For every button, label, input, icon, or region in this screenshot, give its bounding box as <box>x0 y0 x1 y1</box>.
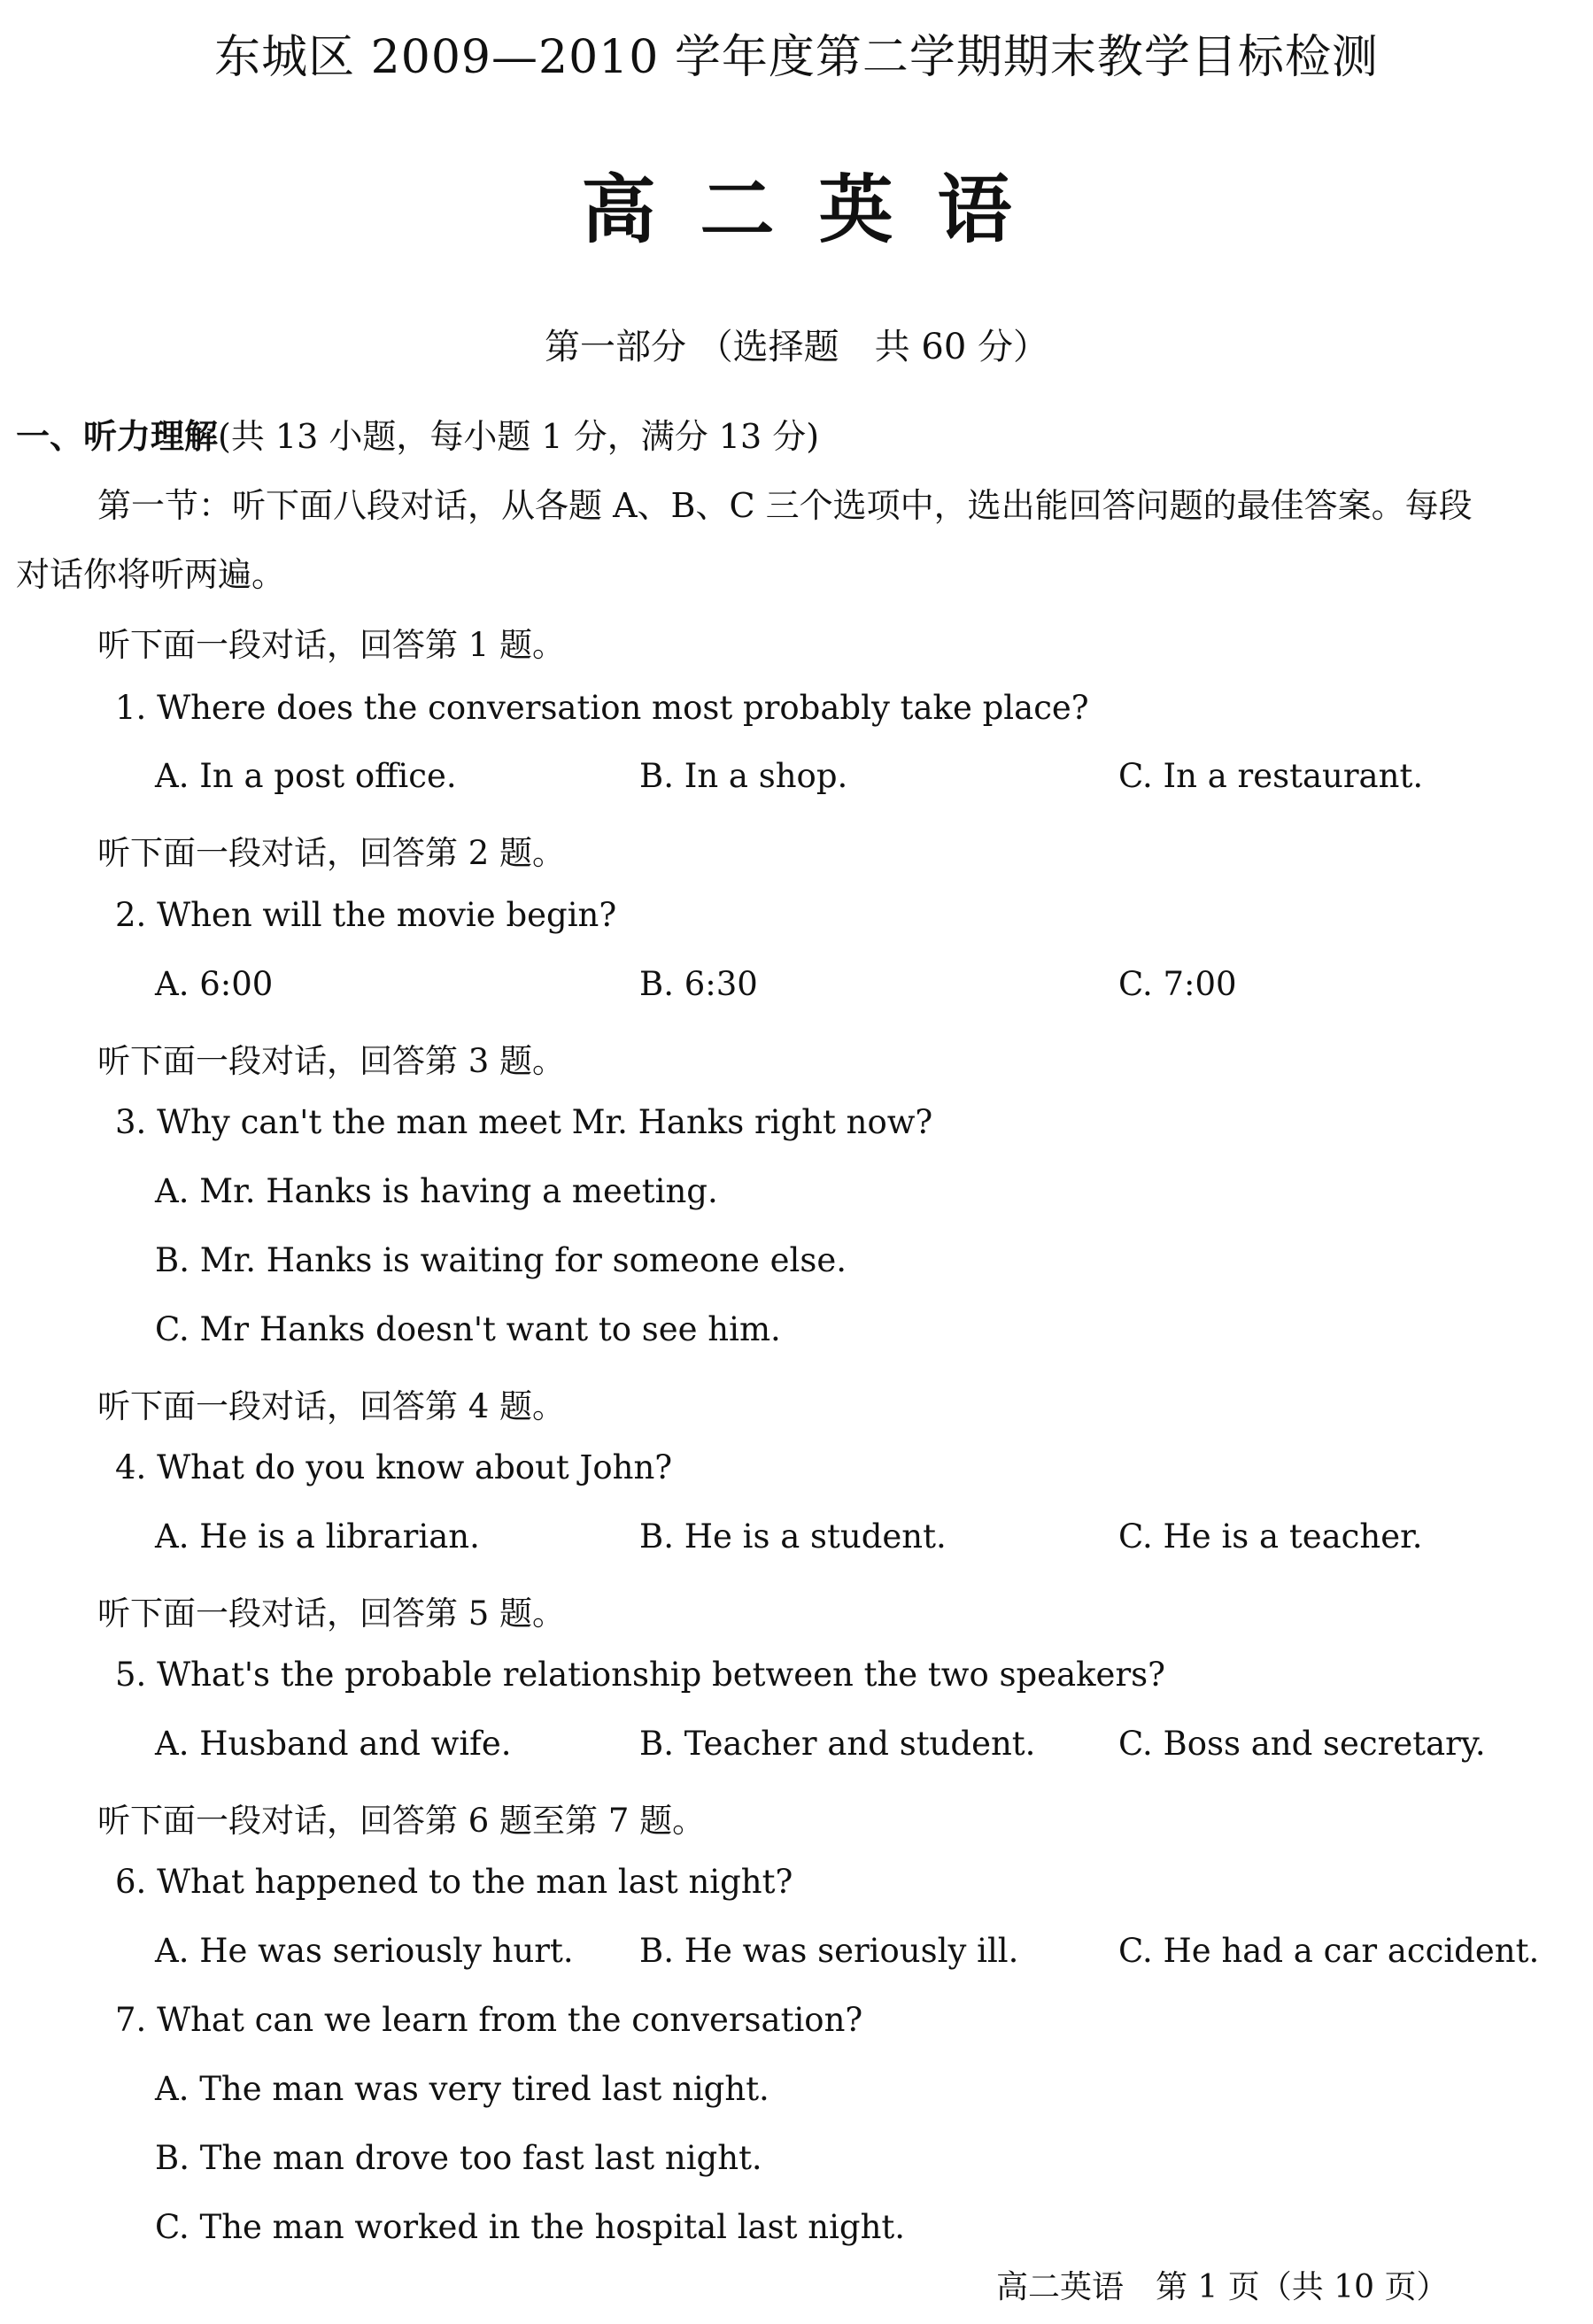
instruction-line-1: 第一节：听下面八段对话，从各题 A、B、C 三个选项中，选出能回答问题的最佳答案。每段 <box>97 486 1473 525</box>
question-2-stem: 2. When will the movie begin? <box>115 896 617 934</box>
exam-title: 东城区 2009—2010 学年度第二学期期末教学目标检测 <box>214 31 1379 84</box>
section-heading-title: 一、听力理解 <box>16 416 219 456</box>
question-4-stem: 4. What do you know about John? <box>115 1448 673 1486</box>
page-footer: 高二英语 第 1 页（共 10 页） <box>996 2269 1449 2305</box>
question-3-option-a: A. Mr. Hanks is having a meeting. <box>155 1172 718 1210</box>
question-7-option-a: A. The man was very tired last night. <box>155 2070 769 2108</box>
section-heading <box>16 409 819 458</box>
part-heading: 第一部分 （选择题 共 60 分） <box>544 327 1049 367</box>
question-7-option-c: C. The man worked in the hospital last night. <box>155 2208 906 2246</box>
question-1-option-c: C. In a restaurant. <box>1118 757 1424 795</box>
question-7-option-b: B. The man drove too fast last night. <box>155 2139 762 2177</box>
prompt-5: 听下面一段对话，回答第 5 题。 <box>97 1594 566 1633</box>
prompt-2: 听下面一段对话，回答第 2 题。 <box>97 834 566 872</box>
question-5-stem: 5. What's the probable relationship between the two speakers? <box>115 1656 1165 1694</box>
question-6-option-b: B. He was seriously ill. <box>639 1932 1019 1970</box>
question-6-option-c: C. He had a car accident. <box>1118 1932 1540 1970</box>
question-1-option-a: A. In a post office. <box>155 757 457 795</box>
question-2-option-c: C. 7:00 <box>1118 965 1237 1003</box>
question-7-stem: 7. What can we learn from the conversation? <box>115 2001 863 2039</box>
question-4-option-b: B. He is a student. <box>639 1517 947 1556</box>
subject-title: 高二英语 <box>581 166 1056 253</box>
question-4-option-a: A. He is a librarian. <box>155 1517 480 1556</box>
question-5-option-a: A. Husband and wife. <box>155 1725 512 1763</box>
question-5-option-b: B. Teacher and student. <box>639 1725 1036 1763</box>
question-2-option-b: B. 6:30 <box>639 965 758 1003</box>
question-1-stem: 1. Where does the conversation most probably take place? <box>115 689 1089 727</box>
prompt-6: 听下面一段对话，回答第 6 题至第 7 题。 <box>97 1802 706 1840</box>
question-1-option-b: B. In a shop. <box>639 757 848 795</box>
question-3-option-b: B. Mr. Hanks is waiting for someone else. <box>155 1241 847 1279</box>
question-3-stem: 3. Why can't the man meet Mr. Hanks right now? <box>115 1103 933 1141</box>
question-3-option-c: C. Mr Hanks doesn't want to see him. <box>155 1310 781 1348</box>
question-2-option-a: A. 6:00 <box>155 965 274 1003</box>
prompt-1: 听下面一段对话，回答第 1 题。 <box>97 626 566 664</box>
question-6-option-a: A. He was seriously hurt. <box>155 1932 574 1970</box>
question-5-option-c: C. Boss and secretary. <box>1118 1725 1486 1763</box>
instruction-line-2: 对话你将听两遍。 <box>16 555 286 594</box>
section-heading-detail: (共 13 小题，每小题 1 分，满分 13 分) <box>218 417 820 456</box>
prompt-4: 听下面一段对话，回答第 4 题。 <box>97 1387 566 1425</box>
question-6-stem: 6. What happened to the man last night? <box>115 1863 793 1901</box>
question-4-option-c: C. He is a teacher. <box>1118 1517 1423 1556</box>
prompt-3: 听下面一段对话，回答第 3 题。 <box>97 1042 566 1080</box>
